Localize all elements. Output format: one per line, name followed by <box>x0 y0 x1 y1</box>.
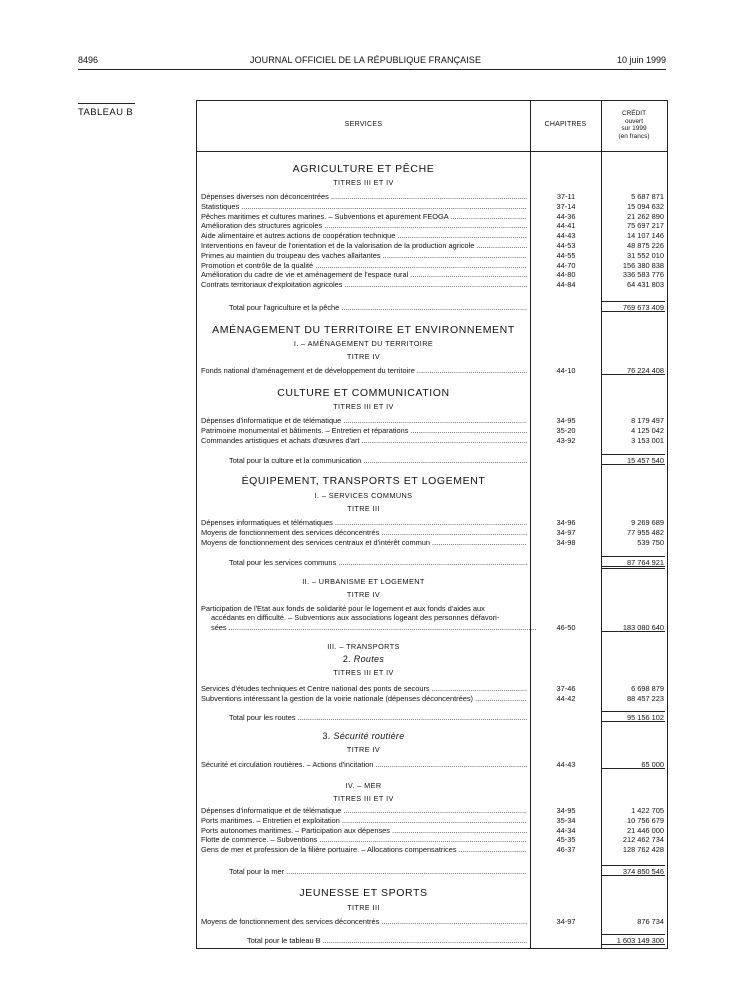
urbanisme-underline <box>601 621 665 632</box>
row-amount: 156 380 838 <box>622 260 664 270</box>
urbanisme-desc-line-2: accédants en difficulté. – Subventions aux associations logeant des personnes défavori- <box>211 613 500 622</box>
urbanisme-desc-line-1: Participation de l'Etat aux fonds de solidarité pour le logement et aux fonds d'aides aux <box>201 604 485 613</box>
row-amount: 10 756 679 <box>627 815 664 825</box>
row-chapitre: 34-98 <box>556 537 576 547</box>
column-header-credit <box>601 110 667 140</box>
row-chapitre: 44-10 <box>556 366 576 375</box>
securite-underline <box>601 758 665 769</box>
row-chapitre: 46-37 <box>556 845 576 855</box>
column-header-services: SERVICES <box>344 121 383 128</box>
row-chapitre: 37-11 <box>556 192 576 201</box>
row-desc: Gens de mer et profession de la filière portuaire. – Allocations compensatrices ..... <box>201 845 527 854</box>
row-desc: Amélioration des structures agricoles ..... <box>201 221 527 230</box>
jeunesse-amount: 876 734 <box>637 917 664 926</box>
total-mer-amount: 374 850 546 <box>622 867 664 876</box>
securite-routiere-label: 3. Sécurité routière <box>322 731 405 741</box>
row-amount: 31 552 010 <box>627 250 664 260</box>
titre-securite: TITRE IV <box>346 745 381 754</box>
urbanisme-chapitre: 46-50 <box>556 623 576 632</box>
section-title-equipement: ÉQUIPEMENT, TRANSPORTS ET LOGEMENT <box>241 475 486 487</box>
table-header <box>197 101 667 152</box>
row-amount: 21 446 000 <box>627 825 664 835</box>
row-chapitre: 43-92 <box>556 435 576 445</box>
row-desc: Amélioration du cadre de vie et aménagement de l'espace rural ..... <box>201 270 527 279</box>
row-desc: Primes au maintien du troupeau des vaches allaitantes ..... <box>201 251 527 260</box>
titre-urbanisme: TITRE IV <box>346 590 381 599</box>
row-desc: Moyens de fonctionnement des services déconcentrés ..... <box>201 528 527 537</box>
credit-header-line-2: ouvert <box>624 117 644 125</box>
jeunesse-desc: Moyens de fonctionnement des services déconcentrés ..... <box>201 917 527 926</box>
row-desc: Subventions intéressant la gestion de la voirie nationale (dépenses déconcentrées) ..... <box>201 694 527 703</box>
row-desc: Fonds national d'aménagement et de développement du territoire ..... <box>201 366 527 375</box>
row-amount: 64 431 803 <box>627 280 664 290</box>
urbanisme-desc-line-3: sées ..... <box>211 623 537 632</box>
row-amount: 76 224 408 <box>627 366 664 375</box>
titre-jeunesse: TITRE III <box>347 903 380 912</box>
row-amount: 6 698 879 <box>631 684 664 693</box>
row-chapitre: 44-41 <box>556 221 576 231</box>
table-label-rule <box>78 103 135 104</box>
section-title-agriculture: AGRICULTURE ET PÊCHE <box>292 163 435 175</box>
titres-routes: TITRES III ET IV <box>333 668 394 677</box>
subsection-amenagement: I. – AMÉNAGEMENT DU TERRITOIRE <box>293 339 434 348</box>
row-desc: Moyens de fonctionnement des services centraux et d'intérêt commun ..... <box>201 538 527 547</box>
total-services-communs-label: Total pour les services communs ..... <box>229 558 527 567</box>
row-amount: 128 762 428 <box>622 845 664 855</box>
row-chapitre: 44-84 <box>556 280 576 290</box>
row-amount: 15 094 632 <box>627 201 664 211</box>
row-desc: Pêches maritimes et cultures marines. – Subventions et apurement FEOGA ..... <box>201 212 527 221</box>
row-desc: Dépenses d'informatique et de télématique ..... <box>201 416 527 425</box>
column-header-chapitres: CHAPITRES <box>544 121 587 128</box>
row-amount: 75 697 217 <box>627 221 664 231</box>
page-date: 10 juin 1999 <box>616 55 666 65</box>
total-agriculture-label: Total pour l'agriculture et la pêche ..... <box>229 303 527 312</box>
header-rule <box>78 69 666 70</box>
row-chapitre: 45-35 <box>556 835 576 845</box>
grand-total-amount: 1 603 149 300 <box>616 936 664 945</box>
row-desc: Ports autonomes maritimes. – Participation aux dépenses ..... <box>201 826 527 835</box>
total-routes-amount: 95 156 102 <box>627 713 664 722</box>
section-title-culture: CULTURE ET COMMUNICATION <box>277 387 450 399</box>
row-amount: 48 875 226 <box>627 241 664 250</box>
total-mer-label: Total pour la mer ..... <box>229 867 527 876</box>
row-amount: 5 687 871 <box>631 192 664 201</box>
row-chapitre: 44-36 <box>556 211 576 221</box>
row-amount: 336 583 776 <box>622 270 664 280</box>
titres-mer: TITRES III ET IV <box>333 794 394 803</box>
row-amount: 77 955 482 <box>627 527 664 537</box>
row-chapitre: 44-34 <box>556 825 576 835</box>
credit-header-line-3: sur 1999 <box>621 125 647 133</box>
total-routes-label: Total pour les routes ..... <box>229 713 527 722</box>
total-culture-label: Total pour la culture et la communication ..... <box>229 456 527 465</box>
page-number: 8496 <box>78 55 99 65</box>
row-amount: 4 125 042 <box>631 425 664 435</box>
row-chapitre: 37-14 <box>556 201 576 211</box>
row-chapitre: 37-46 <box>556 684 576 693</box>
row-desc: Dépenses diverses non déconcentrées ..... <box>201 192 527 201</box>
subsection-transports: III. – TRANSPORTS <box>327 642 400 651</box>
grand-total-label: Total pour le tableau B ..... <box>247 936 527 945</box>
row-amount: 14 107 146 <box>627 231 664 241</box>
row-chapitre: 44-55 <box>556 250 576 260</box>
row-desc: Statistiques ..... <box>201 202 527 211</box>
budget-table <box>196 100 668 949</box>
row-amount: 8 179 497 <box>631 416 664 425</box>
row-amount: 21 262 890 <box>627 211 664 221</box>
subsection-mer: IV. – MER <box>345 781 382 790</box>
row-chapitre: 35-34 <box>556 815 576 825</box>
subsection-securite-routiere <box>197 731 530 742</box>
row-amount: 1 422 705 <box>631 806 664 815</box>
row-desc: Interventions en faveur de l'orientation et de la valorisation de la production agricole ..... <box>201 241 527 250</box>
amenagement-underline <box>601 364 665 375</box>
row-desc: Aide alimentaire et autres actions de coopération technique ..... <box>201 231 527 240</box>
row-amount: 539 750 <box>637 537 664 547</box>
section-title-jeunesse: JEUNESSE ET SPORTS <box>299 887 428 899</box>
credit-header-line-1: CRÉDIT <box>621 110 647 117</box>
row-chapitre: 35-20 <box>556 425 576 435</box>
row-chapitre: 44-42 <box>556 693 576 703</box>
row-desc: Promotion et contrôle de la qualité ..... <box>201 261 527 270</box>
row-chapitre: 34-97 <box>556 527 576 537</box>
row-amount: 88 457 223 <box>627 693 664 703</box>
row-desc: Ports maritimes. – Entretien et exploitation ..... <box>201 816 527 825</box>
row-desc: Dépenses informatiques et télématiques ..... <box>201 518 527 527</box>
row-amount: 3 153 001 <box>631 435 664 445</box>
titres-culture: TITRES III ET IV <box>333 402 394 411</box>
row-chapitre: 44-80 <box>556 270 576 280</box>
row-chapitre: 44-43 <box>556 231 576 241</box>
subsection-routes: 2. Routes <box>342 654 385 664</box>
securite-chapitre: 44-43 <box>556 760 576 769</box>
urbanisme-amount: 183 080 640 <box>622 623 664 632</box>
row-desc: Contrats territoriaux d'exploitation agricoles ..... <box>201 280 527 289</box>
section-title-amenagement: AMÉNAGEMENT DU TERRITOIRE ET ENVIRONNEMENT <box>212 324 515 336</box>
subsection-services-communs: I. – SERVICES COMMUNS <box>314 491 413 500</box>
titre-services-communs: TITRE III <box>347 504 380 513</box>
row-desc: Patrimoine monumental et bâtiments. – Entretien et réparations ..... <box>201 426 527 435</box>
credit-header-line-4: (en francs) <box>618 132 650 140</box>
row-desc: Commandes artistiques et achats d'œuvres d'art ..... <box>201 436 527 445</box>
row-chapitre: 34-96 <box>556 518 576 527</box>
total-culture-amount: 15 457 540 <box>627 456 664 465</box>
total-services-communs-amount: 87 764 921 <box>627 558 664 567</box>
titre-amenagement: TITRE IV <box>346 352 381 361</box>
row-amount: 9 269 689 <box>631 518 664 527</box>
row-chapitre: 34-95 <box>556 806 576 815</box>
row-chapitre: 44-53 <box>556 241 576 250</box>
subsection-urbanisme: II. – URBANISME ET LOGEMENT <box>302 577 425 586</box>
securite-amount: 65 000 <box>641 760 664 769</box>
row-desc: Dépenses d'informatique et de télématique ..... <box>201 806 527 815</box>
row-desc: Services d'études techniques et Centre national des ponts de secours ..... <box>201 684 527 693</box>
securite-desc: Sécurité et circulation routières. – Actions d'incitation ..... <box>201 760 527 769</box>
row-chapitre: 34-95 <box>556 416 576 425</box>
row-amount: 212 462 734 <box>622 835 664 845</box>
titres-agriculture: TITRES III ET IV <box>333 178 394 187</box>
total-agriculture-amount: 769 673 409 <box>622 303 664 312</box>
table-label: TABLEAU B <box>78 107 134 118</box>
row-chapitre: 44-70 <box>556 260 576 270</box>
jeunesse-chapitre: 34-97 <box>556 917 576 926</box>
journal-title: JOURNAL OFFICIEL DE LA RÉPUBLIQUE FRANÇAISE <box>249 55 482 65</box>
row-desc: Flotte de commerce. – Subventions ..... <box>201 835 527 844</box>
